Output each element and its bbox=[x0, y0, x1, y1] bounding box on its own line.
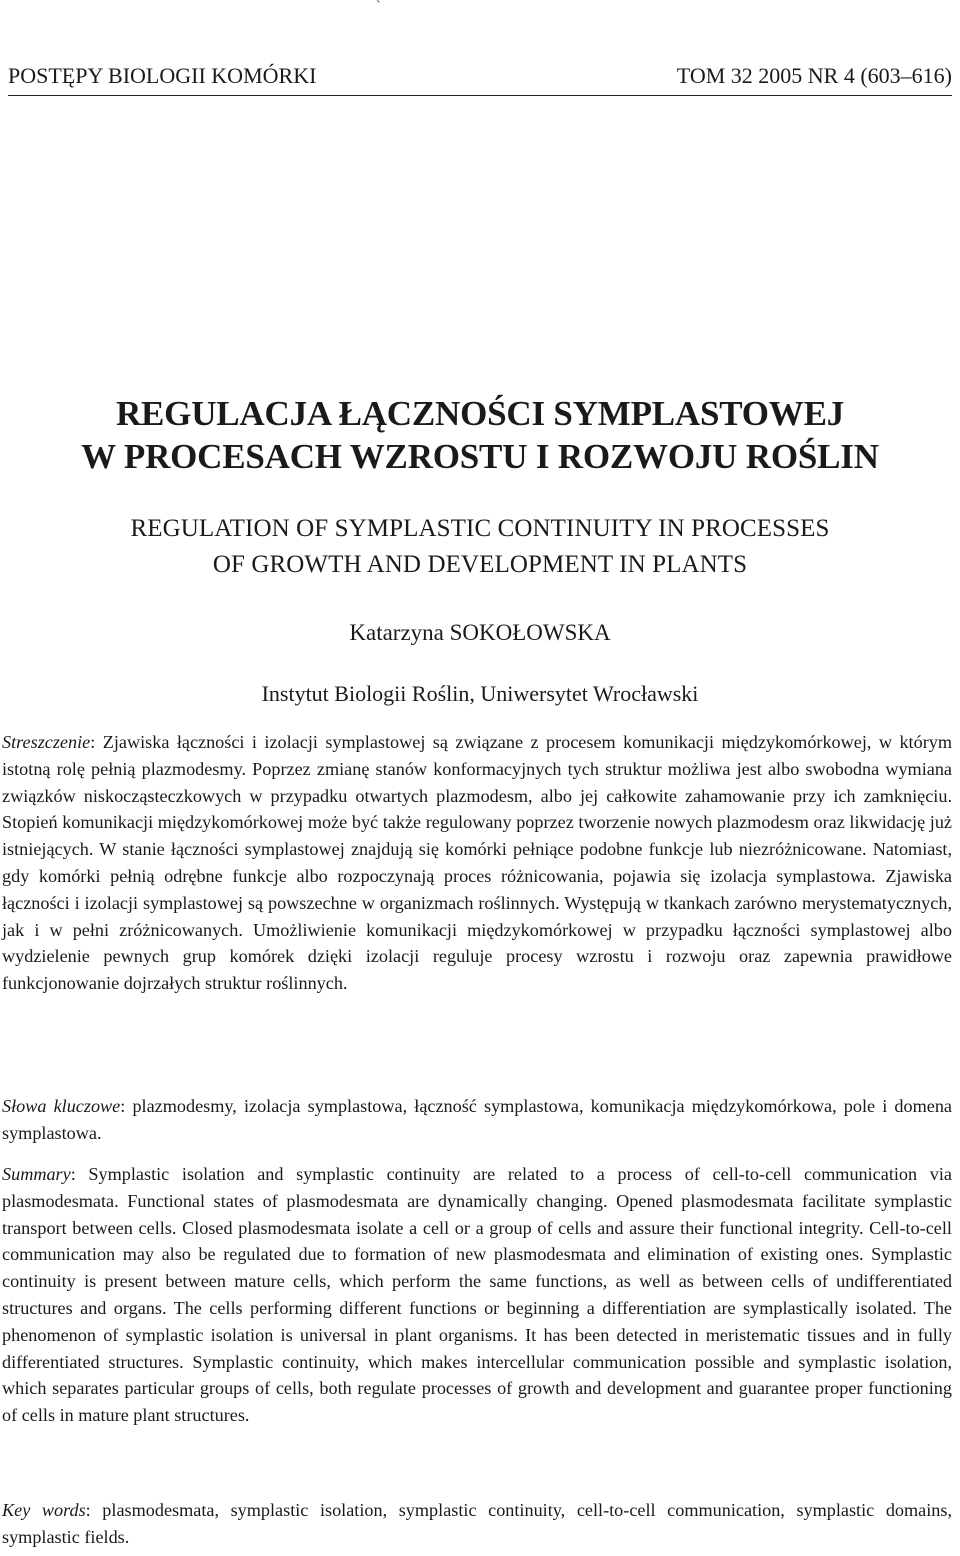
header-rule bbox=[8, 95, 952, 96]
keywords-english bbox=[2, 1497, 952, 1551]
abstract-polish-label: Streszczenie bbox=[2, 732, 91, 752]
abstract-english-text: : Symplastic isolation and symplastic continuity are related to a process of cell-to-cell communication via plasmodesmata. Functional states of plasmodesmata are dynamically changing. Opened plasmodesmata facilitate symplastic transport between cells. Closed plasmodesmata isolate a cell or a group of cells and assure their functional integrity. Cell-to-cell communication may also be regulated due to formation of new plasmodesmata and elimination of existing ones. Symplastic continuity is present between mature cells, which perform the same functions, as well as between cells of undifferentiated structures and organs. The cells performing different functions or beginning a differentiation are symplastically isolated. The phenomenon of symplastic isolation is universal in plant organisms. It has been detected in meristematic tissues and in fully differentiated structures. Symplastic continuity, which makes intercellular communication possible and symplastic isolation, which separates particular groups of cells, both regulate processes of growth and development and guarantee proper functioning of cells in mature plant structures. bbox=[2, 1164, 952, 1426]
running-header bbox=[8, 62, 952, 90]
abstract-english-label: Summary bbox=[2, 1164, 71, 1184]
keywords-polish-text: : plazmodesmy, izolacja symplastowa, łączność symplastowa, komunikacja międzykomórkowa, pole i domena symplastowa. bbox=[2, 1096, 952, 1143]
keywords-polish bbox=[2, 1093, 952, 1147]
subtitle-line-1: REGULATION OF SYMPLASTIC CONTINUITY IN PROCESSES bbox=[130, 515, 830, 542]
abstract-polish-text: : Zjawiska łączności i izolacji symplastowej są związane z procesem komunikacji międzykomórkowej, w którym istotną rolę pełnią plazmodesmy. Poprzez zmianę stanów konformacyjnych tych struktur możliwa jest albo swobodna wymiana związków niskocząsteczkowych w przypadku otwartych plazmodesm, albo jej całkowite zahamowanie przy ich zamknięciu. Stopień komunikacji międzykomórkowej może być także regulowany poprzez tworzenie nowych plazmodesm oraz likwidację już istniejących. W stanie łączności symplastowej znajdują się komórki pełniące podobne funkcje lub niezróżnicowane. Natomiast, gdy komórki pełnią odrębne funkcje albo rozpoczynają proces różnicowania, pojawia się izolacja symplastowa. Zjawiska łączności i izolacji symplastowej są powszechne w organizmach roślinnych. Występują w tkankach zarówno merystematycznych, jak i w pełni zróżnicowanych. Umożliwienie komunikacji międzykomórkowej w przypadku łączności symplastowej albo wydzielenie pewnych grup komórek dzięki izolacji reguluje procesy wzrostu i rozwoju oraz zapewnia prawidłowe funkcjonowanie dojrzałych struktur roślinnych. bbox=[2, 732, 952, 994]
article-subtitle bbox=[0, 511, 960, 583]
article-title bbox=[0, 392, 960, 478]
stray-mark: ` bbox=[376, 0, 381, 14]
abstract-polish bbox=[2, 729, 952, 997]
keywords-english-text: : plasmodesmata, symplastic isolation, symplastic continuity, cell-to-cell communication, symplastic domains, symplastic fields. bbox=[2, 1500, 953, 1547]
subtitle-line-2: OF GROWTH AND DEVELOPMENT IN PLANTS bbox=[212, 551, 748, 578]
keywords-english-label: Key words bbox=[2, 1500, 86, 1520]
author: Katarzyna SOKOŁOWSKA bbox=[349, 620, 611, 645]
journal-name: POSTĘPY BIOLOGII KOMÓRKI bbox=[8, 63, 317, 88]
keywords-polish-label: Słowa kluczowe bbox=[2, 1096, 121, 1116]
title-line-1: REGULACJA ŁĄCZNOŚCI SYMPLASTOWEJ bbox=[115, 394, 845, 433]
affiliation: Instytut Biologii Roślin, Uniwersytet Wrocławski bbox=[261, 681, 699, 706]
title-line-2: W PROCESACH WZROSTU I ROZWOJU ROŚLIN bbox=[81, 437, 879, 476]
issue-info: TOM 32 2005 NR 4 (603–616) bbox=[676, 63, 952, 88]
abstract-english bbox=[2, 1161, 952, 1429]
